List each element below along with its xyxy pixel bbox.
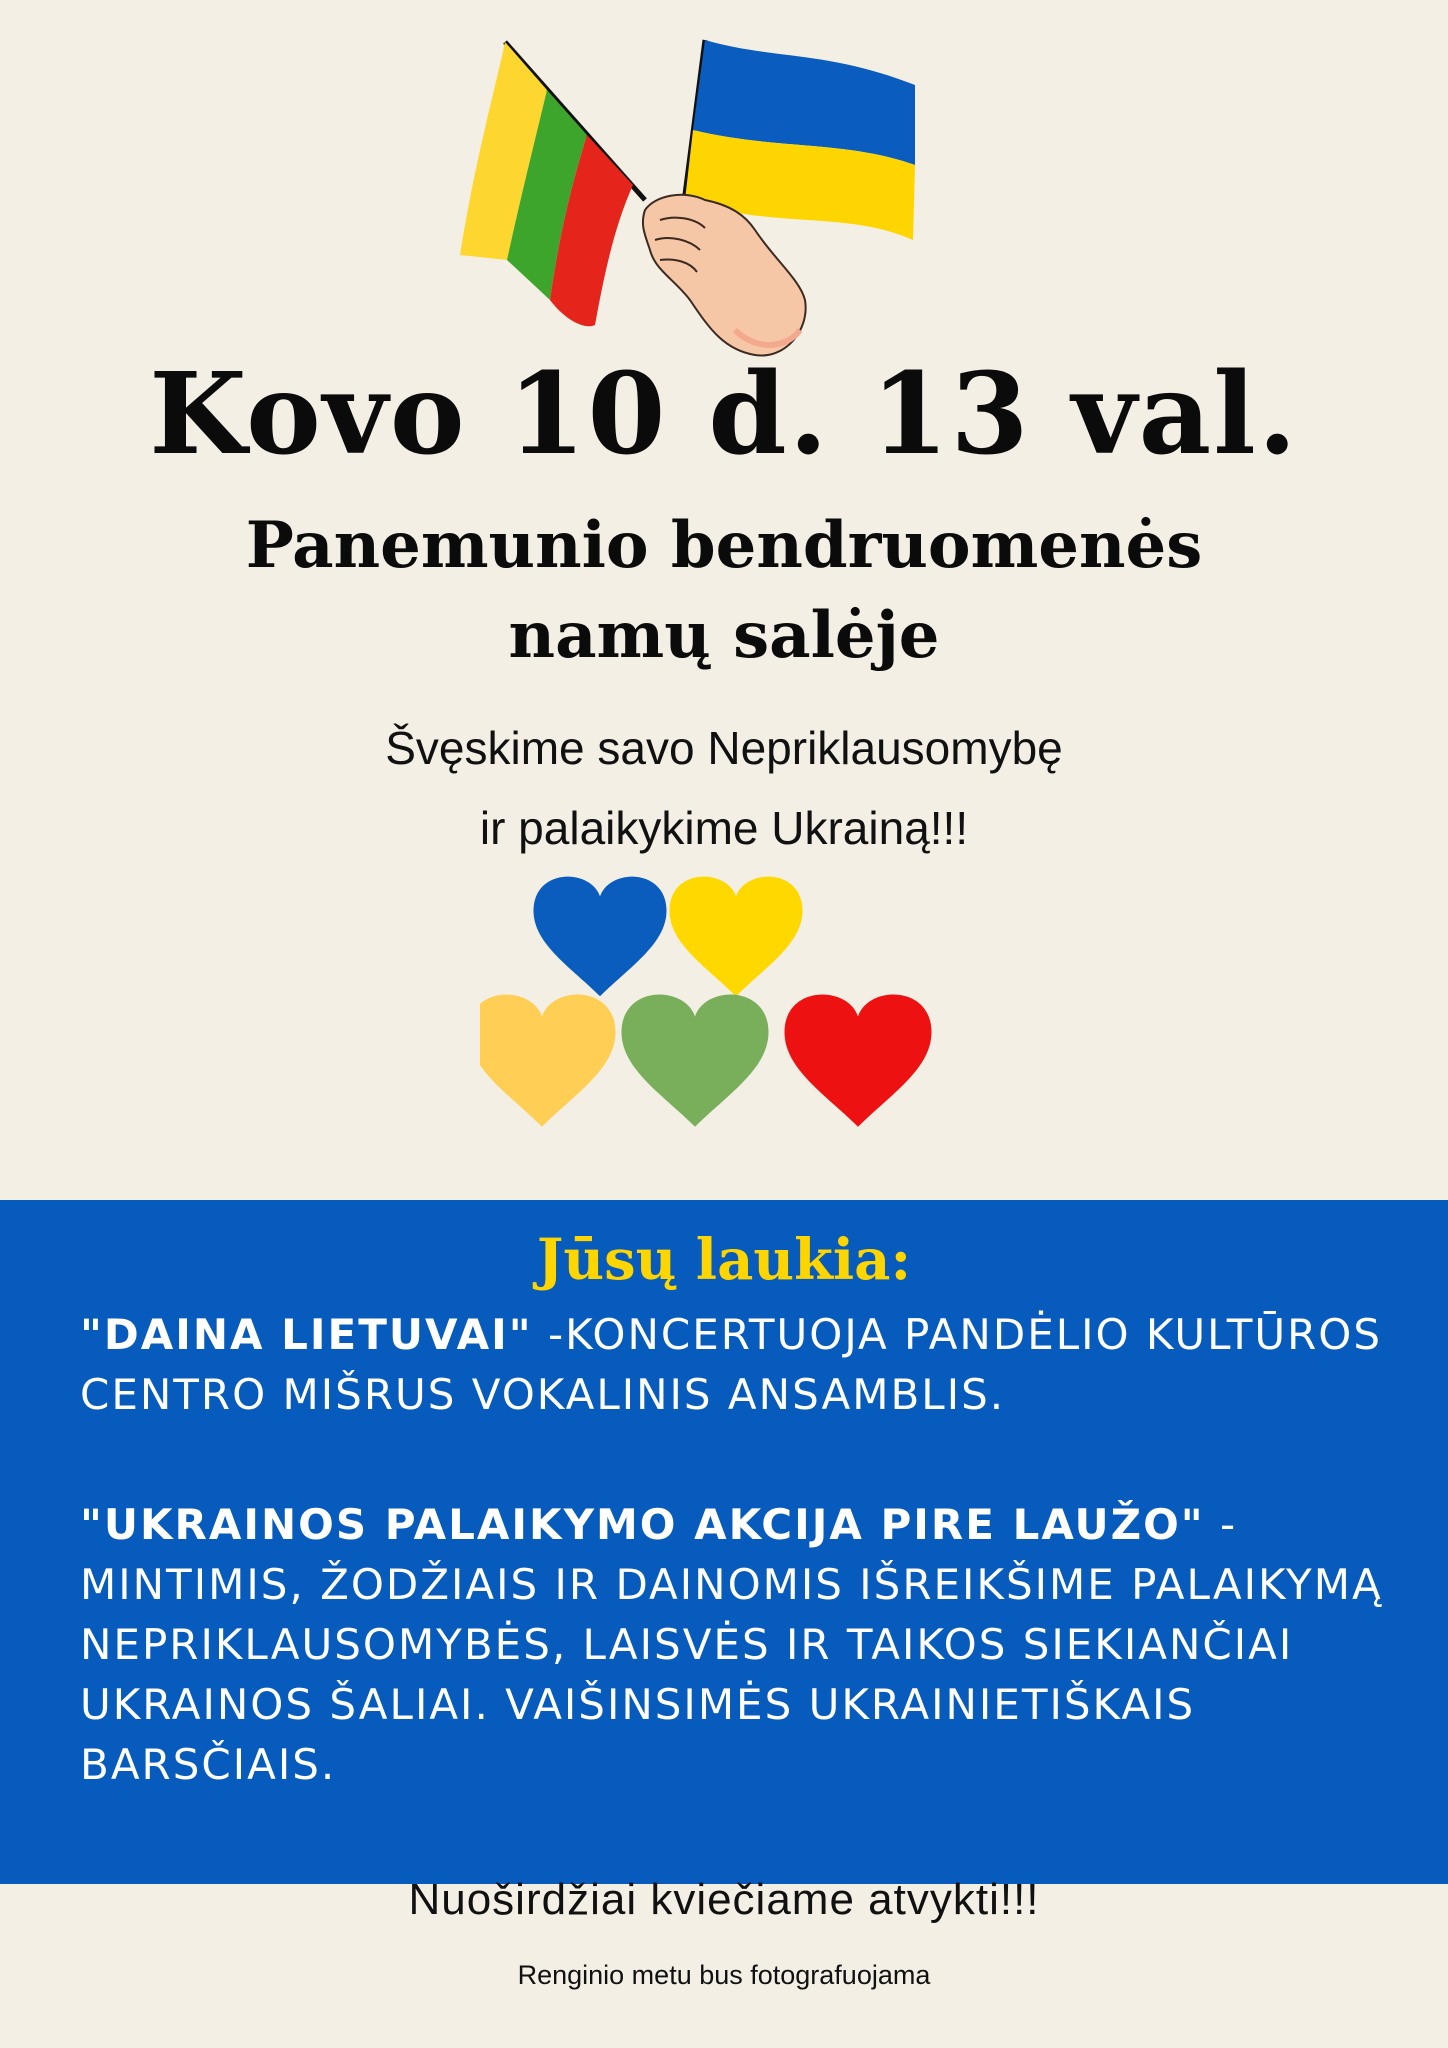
green-heart-icon bbox=[622, 995, 769, 1127]
lithuanian-flag bbox=[460, 42, 645, 326]
tagline-line-2: ir palaikykime Ukrainą!!! bbox=[479, 802, 969, 854]
venue-line-1: Panemunio bendruomenės bbox=[245, 508, 1203, 583]
flags-illustration bbox=[455, 30, 1015, 380]
program-item-1 bbox=[80, 1305, 1400, 1425]
invitation-text: Nuoširdžiai kviečiame atvykti!!! bbox=[408, 1875, 1040, 1924]
hand-icon bbox=[643, 195, 806, 356]
program-item-2-title: "UKRAINOS PALAIKYMO AKCIJA PIRE LAUŽO" bbox=[80, 1500, 1205, 1549]
program-item-2-text: - MINTIMIS, ŽODŽIAIS IR DAINOMIS IŠREIKŠIME PALAIKYMĄ NEPRIKLAUSOMYBĖS, LAISVĖS IR TAIKOS SIEKIANČIAI UKRAINOS ŠALIAI. VAIŠINSIMĖS UKRAINIETIŠKAIS BARSČIAIS. bbox=[80, 1500, 1383, 1789]
tagline-line-1: Švęskime savo Nepriklausomybę bbox=[385, 722, 1063, 774]
event-date-time: Kovo 10 d. 13 val. bbox=[149, 349, 1299, 480]
program-item-2 bbox=[80, 1495, 1400, 1795]
red-heart-icon bbox=[785, 995, 932, 1127]
photo-notice: Renginio metu bus fotografuojama bbox=[517, 1960, 931, 1990]
hearts-decoration bbox=[480, 870, 1000, 1150]
program-item-1-text: -KONCERTUOJA PANDĖLIO KULTŪROS CENTRO MIŠRUS VOKALINIS ANSAMBLIS. bbox=[80, 1310, 1382, 1419]
venue-line-2: namų salėje bbox=[508, 598, 940, 673]
program-heading: Jūsų laukia: bbox=[536, 1227, 912, 1293]
blue-heart-icon bbox=[534, 877, 667, 997]
yellow-heart-icon bbox=[670, 877, 803, 997]
program-item-1-title: "DAINA LIETUVAI" bbox=[80, 1310, 533, 1359]
light-yellow-heart-icon bbox=[480, 995, 616, 1127]
